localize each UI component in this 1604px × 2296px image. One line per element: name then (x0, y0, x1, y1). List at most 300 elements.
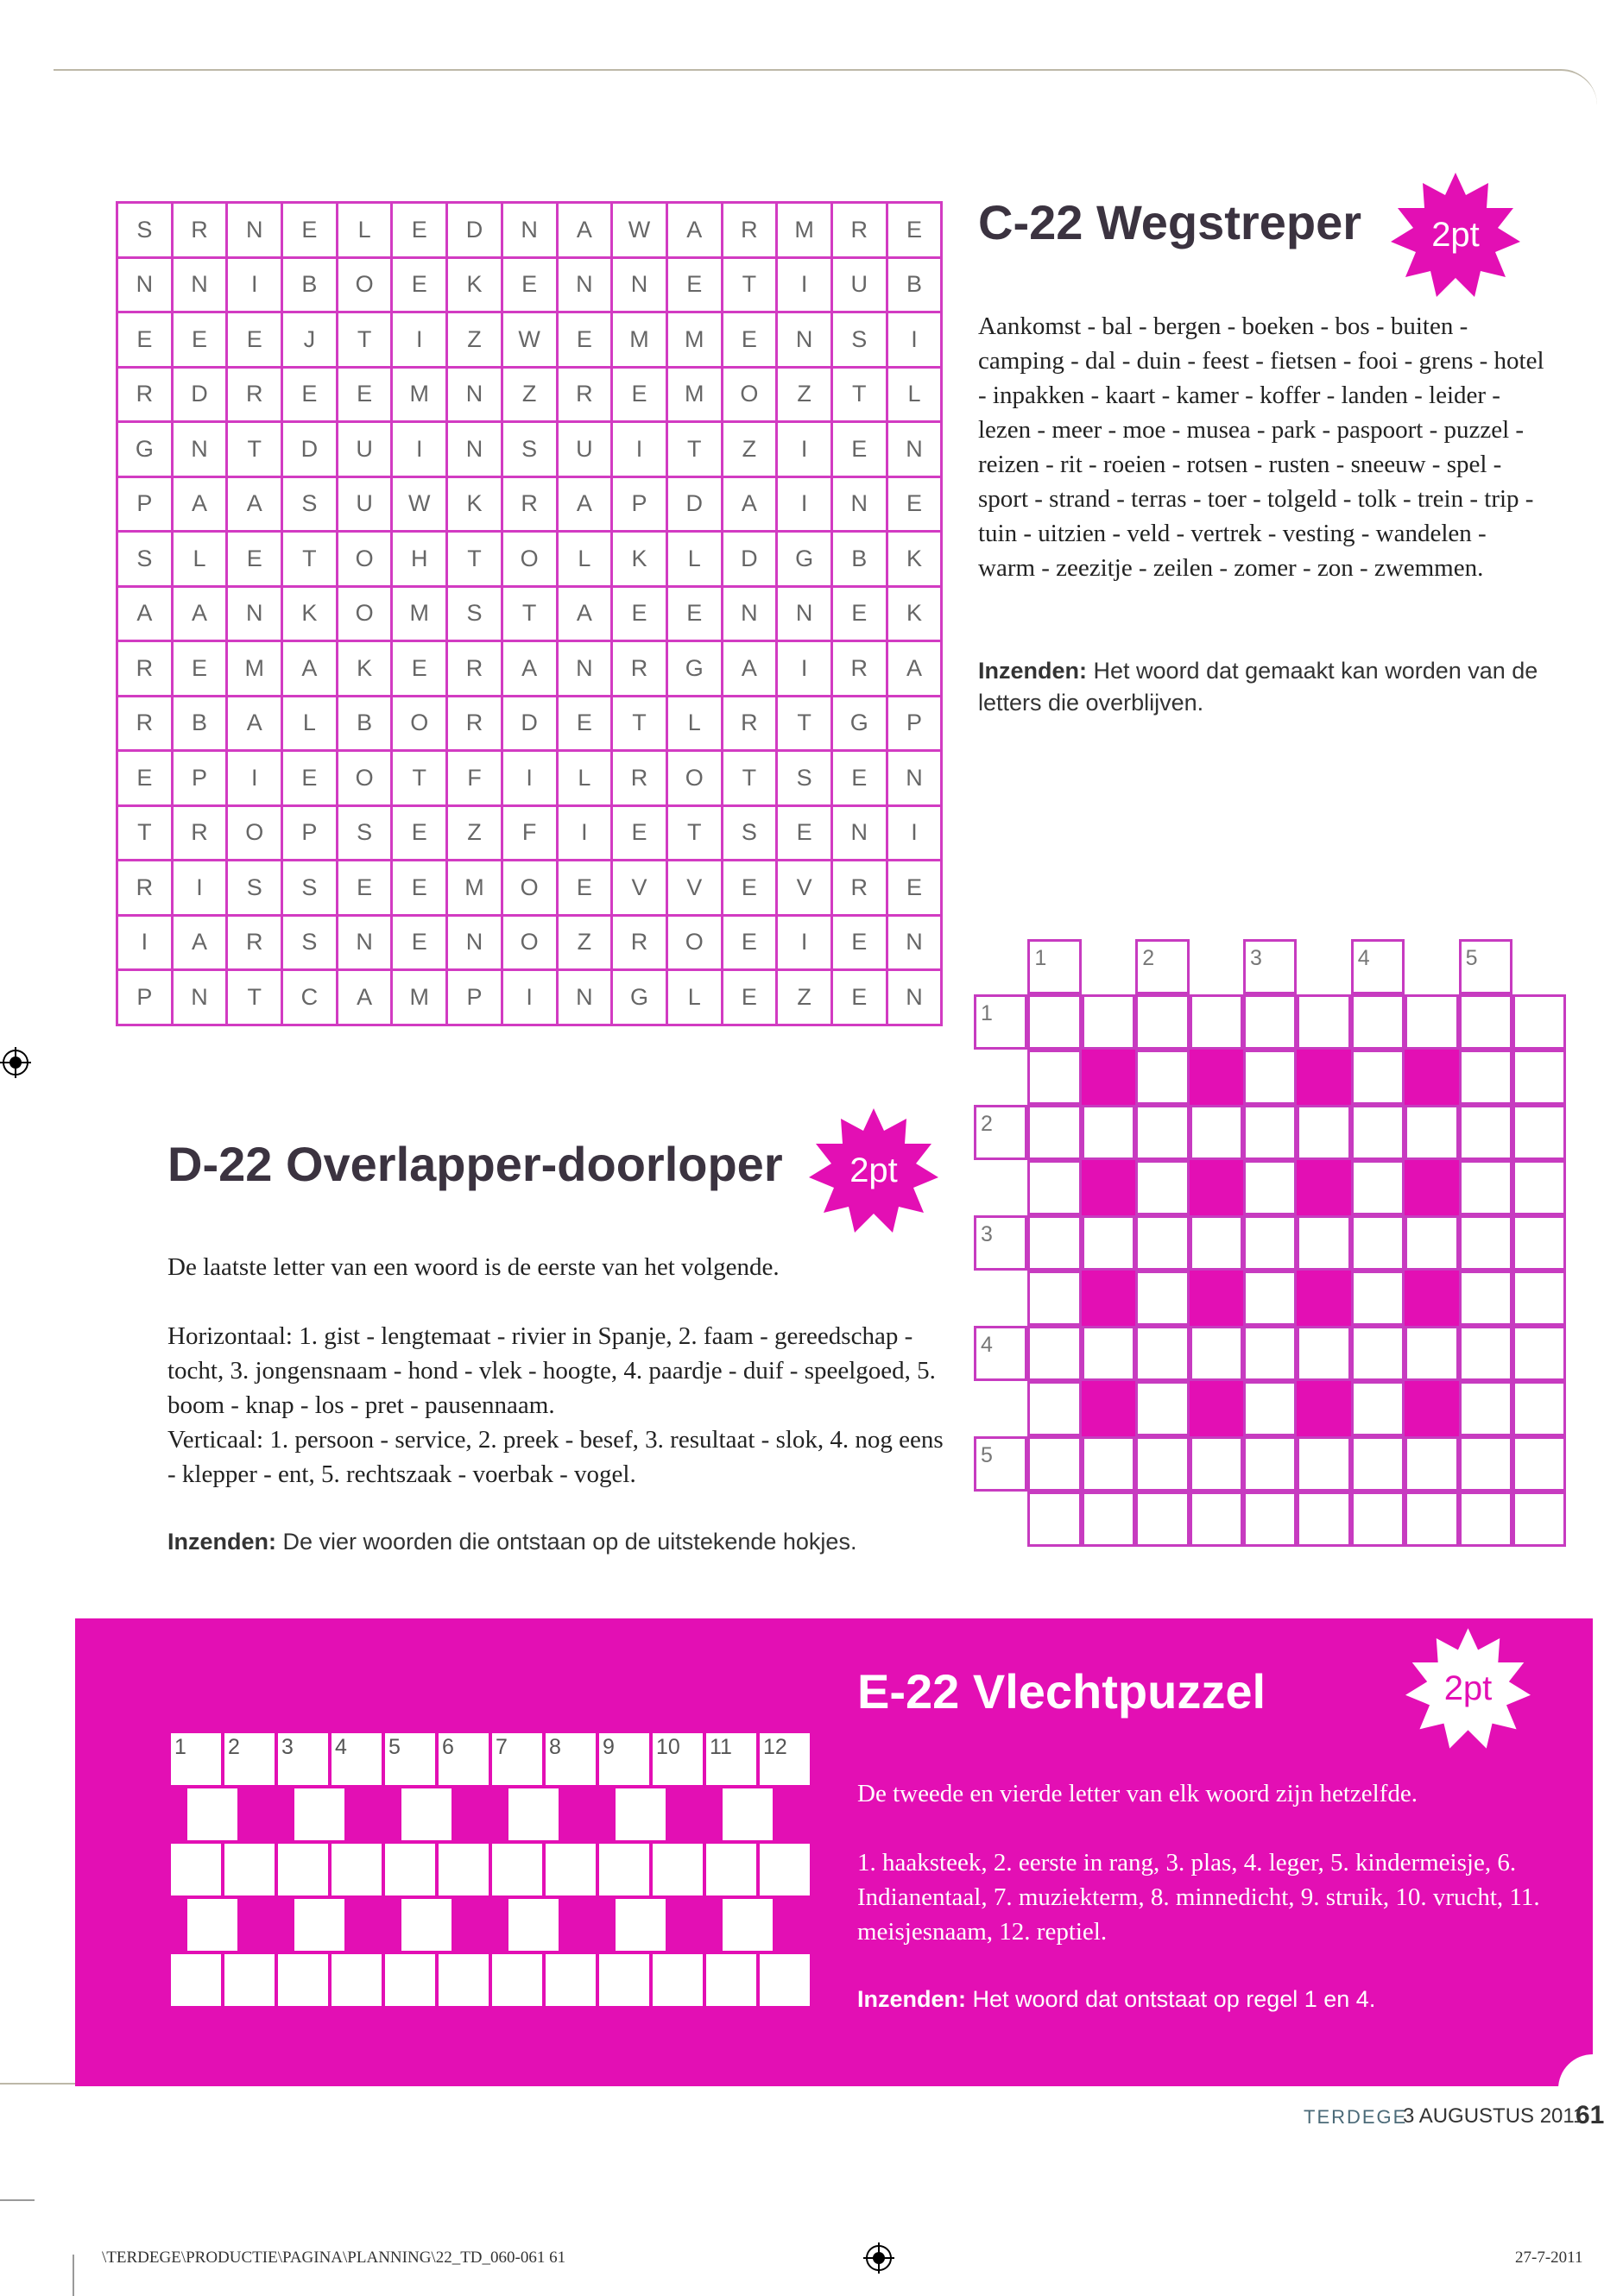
wordsearch-cell: N (887, 751, 942, 806)
wordsearch-cell: N (447, 367, 502, 422)
wordsearch-cell: G (612, 970, 667, 1025)
wordsearch-cell: N (227, 586, 282, 641)
vlecht-cell (490, 1952, 544, 2008)
wordsearch-cell: E (722, 915, 777, 970)
grid-cell (1405, 1492, 1458, 1547)
wordsearch-cell: A (227, 476, 282, 532)
wordsearch-row (117, 805, 942, 861)
wordsearch-cell: O (337, 257, 392, 312)
wordsearch-cell: R (447, 696, 502, 751)
grid-cell (1459, 1105, 1512, 1160)
wordsearch-cell: K (887, 586, 942, 641)
black-cell (1405, 1271, 1458, 1326)
wordsearch-cell: R (722, 203, 777, 258)
wordsearch-cell: I (502, 751, 557, 806)
wordsearch-cell: E (227, 532, 282, 587)
wordsearch-cell: A (666, 203, 722, 258)
grid-cell (1135, 1050, 1189, 1105)
wordsearch-cell: T (722, 257, 777, 312)
grid-cell (1512, 1050, 1566, 1105)
footer-page-number: 61 (1576, 2101, 1604, 2129)
wordsearch-cell: I (887, 312, 942, 368)
overlapper-grid (974, 939, 1565, 1550)
grid-cell (1351, 1050, 1405, 1105)
vlecht-cell (223, 1842, 276, 1897)
vlecht-cell (614, 1897, 667, 1952)
wordsearch-cell: O (337, 532, 392, 587)
vlecht-cell (490, 1731, 544, 1787)
e22-inzenden-label: Inzenden: (857, 1986, 966, 2012)
wordsearch-cell: S (447, 586, 502, 641)
d22-badge-label: 2pt (849, 1151, 898, 1189)
wordsearch-cell: Z (502, 367, 557, 422)
wordsearch-cell: I (777, 422, 832, 477)
wordsearch-cell: E (392, 257, 447, 312)
wordsearch-cell: O (337, 586, 392, 641)
vlecht-cell (169, 1842, 223, 1897)
wordsearch-cell: T (502, 586, 557, 641)
wordsearch-cell: I (392, 312, 447, 368)
grid-cell (1027, 1492, 1081, 1547)
grid-cell (1459, 1215, 1512, 1271)
grid-cell (1027, 994, 1081, 1050)
grid-cell (1135, 994, 1189, 1050)
wordsearch-cell: Z (722, 422, 777, 477)
grid-cell (1082, 1492, 1135, 1547)
grid-cell (1190, 994, 1243, 1050)
wordsearch-cell: E (831, 422, 887, 477)
wordsearch-cell: L (666, 696, 722, 751)
wordsearch-cell: I (172, 861, 227, 916)
wordsearch-cell: E (666, 257, 722, 312)
footer-rule (0, 2083, 75, 2085)
wordsearch-cell: G (831, 696, 887, 751)
wordsearch-cell: S (117, 203, 173, 258)
vlecht-number: 5 (388, 1735, 401, 1759)
wordsearch-cell: A (557, 586, 612, 641)
wordsearch-cell: M (227, 641, 282, 697)
wordsearch-cell: N (117, 257, 173, 312)
wordsearch-cell: R (831, 861, 887, 916)
c22-title: C-22 Wegstreper (978, 195, 1362, 249)
vlecht-number: 2 (228, 1735, 240, 1759)
grid-cell (1243, 1326, 1297, 1381)
grid-cell (1243, 1271, 1297, 1326)
grid-cell (1512, 1326, 1566, 1381)
wordsearch-cell: A (117, 586, 173, 641)
wordsearch-cell: E (337, 861, 392, 916)
wordsearch-row (117, 476, 942, 532)
wordsearch-cell: K (447, 476, 502, 532)
wordsearch-cell: T (337, 312, 392, 368)
wordsearch-cell: R (612, 641, 667, 697)
wordsearch-cell: T (227, 422, 282, 477)
wordsearch-row (117, 915, 942, 970)
row-number: 2 (981, 1112, 993, 1136)
wordsearch-cell: Z (447, 312, 502, 368)
vlecht-number: 7 (496, 1735, 508, 1759)
wordsearch-cell: L (666, 970, 722, 1025)
column-number: 4 (1357, 946, 1370, 970)
vlecht-cell (383, 1842, 437, 1897)
wordsearch-cell: E (831, 586, 887, 641)
grid-cell (1459, 1492, 1512, 1547)
grid-cell (1190, 1215, 1243, 1271)
wordsearch-cell: O (666, 915, 722, 970)
black-cell (1190, 1050, 1243, 1105)
wordsearch-cell: R (557, 367, 612, 422)
vlecht-cell (704, 1842, 758, 1897)
wordsearch-cell: I (777, 915, 832, 970)
vlecht-cell (651, 1731, 704, 1787)
grid-cell (1082, 1326, 1135, 1381)
column-number: 2 (1142, 946, 1155, 970)
black-cell (1405, 1381, 1458, 1436)
wordsearch-cell: E (722, 861, 777, 916)
grid-cell (1459, 1050, 1512, 1105)
wordsearch-cell: E (392, 203, 447, 258)
wordsearch-cell: T (282, 532, 338, 587)
wordsearch-cell: R (117, 861, 173, 916)
wordsearch-cell: D (172, 367, 227, 422)
wordsearch-cell: T (777, 696, 832, 751)
wordsearch-cell: D (502, 696, 557, 751)
wordsearch-row (117, 532, 942, 587)
grid-cell (1405, 994, 1458, 1050)
black-cell (1297, 1050, 1350, 1105)
vlecht-cell (597, 1952, 651, 2008)
wordsearch-cell: E (557, 696, 612, 751)
d22-intro: De laatste letter van een woord is de eerste van het volgende. (167, 1253, 780, 1281)
wordsearch-cell: U (831, 257, 887, 312)
grid-cell (1243, 1050, 1297, 1105)
vlecht-cell (704, 1731, 758, 1787)
wordsearch-cell: R (172, 203, 227, 258)
vlecht-cell (651, 1842, 704, 1897)
wordsearch-cell: U (557, 422, 612, 477)
wordsearch-cell: H (392, 532, 447, 587)
wordsearch-cell: P (887, 696, 942, 751)
grid-cell (1297, 994, 1350, 1050)
black-cell (1082, 1050, 1135, 1105)
grid-cell (1351, 1105, 1405, 1160)
e22-badge-label: 2pt (1443, 1668, 1493, 1707)
c22-inzenden (978, 655, 1557, 719)
vlecht-grid (169, 1731, 811, 2009)
wordsearch-cell: R (612, 915, 667, 970)
wordsearch-cell: I (392, 422, 447, 477)
grid-cell (1082, 994, 1135, 1050)
wordsearch-cell: R (722, 696, 777, 751)
wordsearch-cell: E (282, 367, 338, 422)
wordsearch-cell: E (612, 586, 667, 641)
wordsearch-cell: K (282, 586, 338, 641)
grid-cell (1027, 1215, 1081, 1271)
column-number: 1 (1034, 946, 1047, 970)
d22-inzenden-label: Inzenden: (167, 1529, 276, 1555)
wordsearch-cell: I (777, 476, 832, 532)
vlecht-number: 3 (281, 1735, 294, 1759)
wordsearch-cell: B (337, 696, 392, 751)
wordsearch-cell: E (887, 861, 942, 916)
grid-cell (1135, 1215, 1189, 1271)
wordsearch-cell: S (831, 312, 887, 368)
vlecht-cell (169, 1952, 223, 2008)
wordsearch-cell: E (777, 805, 832, 861)
wordsearch-cell: R (612, 751, 667, 806)
wordsearch-cell: E (172, 641, 227, 697)
wordsearch-row (117, 203, 942, 258)
grid-cell (1027, 1160, 1081, 1215)
footer-brand: TERDEGE (1304, 2106, 1408, 2128)
wordsearch-cell: D (447, 203, 502, 258)
wordsearch-cell: R (117, 641, 173, 697)
wordsearch-cell: P (172, 751, 227, 806)
wordsearch-row (117, 586, 942, 641)
wordsearch-cell: E (887, 203, 942, 258)
wordsearch-cell: M (392, 586, 447, 641)
wordsearch-cell: N (172, 970, 227, 1025)
wordsearch-cell: W (392, 476, 447, 532)
wordsearch-cell: N (887, 422, 942, 477)
grid-cell (1190, 1326, 1243, 1381)
wordsearch-cell: E (337, 367, 392, 422)
black-cell (1297, 1271, 1350, 1326)
wordsearch-cell: S (502, 422, 557, 477)
e22-badge (1405, 1628, 1531, 1749)
wordsearch-cell: W (612, 203, 667, 258)
wordsearch-cell: P (282, 805, 338, 861)
grid-cell (1243, 1215, 1297, 1271)
wordsearch-cell: F (502, 805, 557, 861)
wordsearch-cell: L (557, 532, 612, 587)
wordsearch-cell: O (227, 805, 282, 861)
wordsearch-row (117, 257, 942, 312)
wordsearch-cell: I (557, 805, 612, 861)
wordsearch-cell: E (282, 751, 338, 806)
black-cell (1082, 1160, 1135, 1215)
vlecht-cell (293, 1897, 346, 1952)
wordsearch-cell: Z (777, 367, 832, 422)
vlecht-number: 8 (549, 1735, 561, 1759)
wordsearch-cell: E (557, 312, 612, 368)
wordsearch-cell: E (831, 915, 887, 970)
wordsearch-cell: R (831, 641, 887, 697)
wordsearch-cell: A (502, 641, 557, 697)
grid-cell (1459, 1326, 1512, 1381)
wordsearch-cell: I (502, 970, 557, 1025)
c22-badge-label: 2pt (1431, 215, 1480, 254)
grid-cell (1351, 1326, 1405, 1381)
black-cell (1190, 1381, 1243, 1436)
wordsearch-cell: E (722, 312, 777, 368)
grid-cell (1135, 1271, 1189, 1326)
grid-cell (1135, 1326, 1189, 1381)
d22-badge (809, 1108, 938, 1233)
wordsearch-cell: E (557, 861, 612, 916)
grid-cell (1297, 1492, 1350, 1547)
grid-cell (1512, 1271, 1566, 1326)
wordsearch-cell: Z (557, 915, 612, 970)
grid-cell (1297, 1436, 1350, 1492)
wordsearch-cell: L (557, 751, 612, 806)
wordsearch-cell: A (172, 476, 227, 532)
wordsearch-cell: O (502, 915, 557, 970)
column-number: 3 (1250, 946, 1262, 970)
wordsearch-cell: S (777, 751, 832, 806)
wordsearch-cell: M (612, 312, 667, 368)
black-cell (1190, 1160, 1243, 1215)
grid-cell (1459, 994, 1512, 1050)
crop-mark (73, 2255, 74, 2296)
wordsearch-cell: E (666, 586, 722, 641)
wordsearch-cell: Z (447, 805, 502, 861)
wordsearch-cell: I (887, 805, 942, 861)
vlecht-cell (544, 1842, 597, 1897)
top-rule (54, 69, 1556, 71)
wordsearch-cell: M (777, 203, 832, 258)
wordsearch-cell: R (447, 641, 502, 697)
wordsearch-cell: L (337, 203, 392, 258)
wordsearch-cell: N (777, 312, 832, 368)
wordsearch-row (117, 312, 942, 368)
wordsearch-cell: N (557, 970, 612, 1025)
wordsearch-cell: S (282, 476, 338, 532)
e22-inzenden (857, 1984, 1565, 2015)
wordsearch-row (117, 861, 942, 916)
wordsearch-cell: E (392, 641, 447, 697)
black-cell (1405, 1050, 1458, 1105)
grid-cell (1190, 1492, 1243, 1547)
wordsearch-cell: I (777, 641, 832, 697)
registration-mark-bottom (863, 2242, 894, 2274)
grid-cell (1459, 1271, 1512, 1326)
vlecht-cell (758, 1731, 811, 1787)
row-number: 4 (981, 1333, 993, 1357)
wordsearch-cell: P (117, 476, 173, 532)
wordsearch-cell: A (557, 203, 612, 258)
grid-cell (1135, 1105, 1189, 1160)
wordsearch-cell: O (722, 367, 777, 422)
wordsearch-cell: I (117, 915, 173, 970)
grid-cell (1027, 1436, 1081, 1492)
footer-path: \TERDEGE\PRODUCTIE\PAGINA\PLANNING\22_TD_060-061 61 (102, 2249, 566, 2267)
wordsearch-cell: B (831, 532, 887, 587)
e22-title: E-22 Vlechtpuzzel (857, 1664, 1266, 1719)
grid-cell (1027, 1050, 1081, 1105)
wordsearch-cell: V (612, 861, 667, 916)
vlecht-cell (400, 1897, 453, 1952)
wordsearch-row (117, 696, 942, 751)
vlecht-cell (293, 1787, 346, 1842)
wordsearch-cell: N (172, 257, 227, 312)
wordsearch-cell: G (117, 422, 173, 477)
vlecht-cell (490, 1842, 544, 1897)
grid-cell (1405, 1326, 1458, 1381)
wordsearch-cell: N (612, 257, 667, 312)
crop-mark (0, 2199, 35, 2201)
wordsearch-cell: O (502, 861, 557, 916)
wordsearch-cell: E (831, 751, 887, 806)
vlecht-cell (276, 1731, 330, 1787)
vlecht-cell (330, 1731, 383, 1787)
grid-cell (1405, 1215, 1458, 1271)
vlecht-cell (721, 1897, 774, 1952)
wordsearch-cell: N (172, 422, 227, 477)
vlecht-cell (758, 1952, 811, 2008)
wordsearch-cell: I (612, 422, 667, 477)
vlecht-number: 6 (442, 1735, 454, 1759)
vlecht-cell (437, 1842, 490, 1897)
vlecht-number: 9 (603, 1735, 615, 1759)
wordsearch-cell: E (722, 970, 777, 1025)
wordsearch-cell: G (777, 532, 832, 587)
grid-cell (1512, 994, 1566, 1050)
grid-cell (1243, 1381, 1297, 1436)
wordsearch-cell: R (502, 476, 557, 532)
vlecht-cell (437, 1952, 490, 2008)
wordsearch-cell: E (117, 312, 173, 368)
grid-cell (1512, 1492, 1566, 1547)
wordsearch-cell: D (722, 532, 777, 587)
grid-cell (1027, 1271, 1081, 1326)
wordsearch-cell: A (172, 915, 227, 970)
grid-cell (1243, 1436, 1297, 1492)
black-cell (1082, 1381, 1135, 1436)
grid-cell (1351, 1436, 1405, 1492)
wordsearch-cell: E (392, 915, 447, 970)
grid-cell (1297, 1326, 1350, 1381)
grid-cell (1243, 1492, 1297, 1547)
wordsearch-cell: M (666, 312, 722, 368)
grid-cell (1135, 1492, 1189, 1547)
c22-inzenden-text: Het woord dat gemaakt kan worden van de letters die overblijven. (978, 658, 1538, 716)
grid-cell (1351, 1271, 1405, 1326)
wordsearch-cell: N (447, 915, 502, 970)
wordsearch-cell: N (722, 586, 777, 641)
grid-cell (1512, 1160, 1566, 1215)
wordsearch-cell: A (227, 696, 282, 751)
vlecht-number: 1 (174, 1735, 186, 1759)
grid-cell (1082, 1105, 1135, 1160)
wordsearch-cell: N (831, 805, 887, 861)
wordsearch-cell: M (392, 970, 447, 1025)
grid-cell (1027, 1381, 1081, 1436)
vlecht-number: 12 (763, 1735, 787, 1759)
grid-cell (1351, 1160, 1405, 1215)
wordsearch-cell: B (172, 696, 227, 751)
wordsearch-row (117, 641, 942, 697)
footer-print-date: 27-7-2011 (1515, 2249, 1583, 2267)
grid-cell (1243, 1160, 1297, 1215)
grid-cell (1082, 1215, 1135, 1271)
wordsearch-cell: S (227, 861, 282, 916)
wordsearch-cell: W (502, 312, 557, 368)
wordsearch-cell: S (337, 805, 392, 861)
wordsearch-cell: O (666, 751, 722, 806)
vlecht-cell (400, 1787, 453, 1842)
wordsearch-cell: R (227, 915, 282, 970)
wordsearch-cell: A (722, 476, 777, 532)
black-cell (1297, 1160, 1350, 1215)
vlecht-cell (721, 1787, 774, 1842)
wordsearch-cell: B (887, 257, 942, 312)
wordsearch-cell: P (447, 970, 502, 1025)
wordsearch-cell: O (392, 696, 447, 751)
vlecht-cell (169, 1731, 223, 1787)
wordsearch-cell: T (227, 970, 282, 1025)
wordsearch-row (117, 422, 942, 477)
